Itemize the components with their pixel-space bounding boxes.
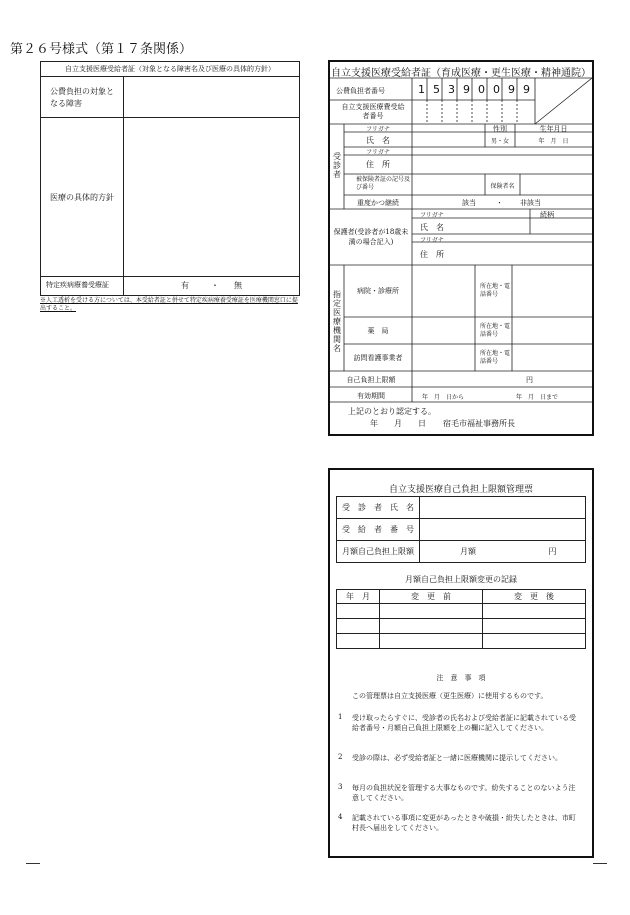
birth-values: 年 月 日 xyxy=(538,138,569,145)
tokutei-no: 無 xyxy=(234,281,242,290)
c3-yen: 円 xyxy=(548,547,557,556)
card1-row3-label: 特定疾病療養受療証 xyxy=(46,281,109,289)
col-before: 変 更 前 xyxy=(380,590,483,604)
furigana-label: フリガナ xyxy=(366,126,390,133)
hospital-contact-label: 所在地・電話番号 xyxy=(480,283,511,298)
period-label: 有効期間 xyxy=(357,392,385,400)
note-number: 1 xyxy=(338,713,343,721)
guardian-address-label: 住 所 xyxy=(420,250,444,259)
record-table xyxy=(336,589,586,649)
note-text: 受け取ったらすぐに、受診者の氏名および受給者証に記載されている受給者番号・月額自己負担上限額を上の欄に記入してください。 xyxy=(352,714,576,732)
guardian-label: 保護者(受診者が18歳未満の場合記入) xyxy=(333,228,409,246)
futan-digit: 9 xyxy=(523,83,530,96)
c3-name-label: 受 診 者 氏 名 xyxy=(337,497,420,519)
card-certificate xyxy=(328,60,594,436)
futan-digit: 1 xyxy=(418,83,425,96)
corner-mark-left xyxy=(26,863,40,864)
futan-digit: 0 xyxy=(493,83,500,96)
sex-header: 性別 xyxy=(493,125,507,133)
c3-name-value xyxy=(420,497,586,519)
houmon-contact-label: 所在地・電話番号 xyxy=(480,350,511,365)
juudo-label: 重度かつ継続 xyxy=(357,199,399,207)
birth-header: 生年月日 xyxy=(539,125,568,133)
card1-row1-label: 公費負担の対象となる障害 xyxy=(50,87,114,108)
jukyusha-label: 自立支援医療費受給者番号 xyxy=(341,103,405,120)
gaito: 該当 xyxy=(462,199,476,207)
certify-date: 年 月 日 xyxy=(370,419,426,428)
guardian-furigana: フリガナ xyxy=(420,212,444,219)
card3-info-table xyxy=(336,496,586,563)
card1-header: 自立支援医療受給者証（対象となる障害名及び医療の具体的方針） xyxy=(41,62,299,77)
futan-digit: 3 xyxy=(448,83,455,96)
zokugara-label: 続柄 xyxy=(540,211,554,219)
limit-label: 自己負担上限額 xyxy=(346,376,396,384)
futan-number xyxy=(414,83,534,96)
gaito-dot: ・ xyxy=(496,199,503,207)
futan-label: 公費負担者番号 xyxy=(336,87,385,95)
card1-note: ※人工透析を受ける方については、本受給者証と併せて特定疾病療養受療証を医療機関窓口に提出すること。 xyxy=(40,297,298,312)
futan-digit: 9 xyxy=(463,83,470,96)
note-number: 2 xyxy=(338,753,343,761)
c3-limit-label: 月額自己負担上限額 xyxy=(337,541,420,563)
note-text: 毎月の負担状況を管理する大事なものです。紛失することのないよう注意してください。 xyxy=(352,784,576,802)
card1-row2-label: 医療の具体的方針 xyxy=(50,193,114,202)
hospital-label: 病院・診療所 xyxy=(357,287,399,295)
notes-title: 注 意 事 項 xyxy=(436,674,486,682)
jushinsha-label: 受診者 xyxy=(333,152,341,179)
col-after: 変 更 後 xyxy=(483,590,586,604)
card2-title: 自立支援医療受給者証（育成医療・更生医療・精神通院） xyxy=(331,68,591,79)
guardian-name-label: 氏 名 xyxy=(420,223,444,232)
period-from: 年 月 日から xyxy=(422,394,465,401)
tokutei-yes: 有 xyxy=(181,281,189,290)
corner-mark-right xyxy=(593,863,607,864)
c3-number-label: 受 給 者 番 号 xyxy=(337,519,420,541)
form-title: 第２６号様式（第１７条関係） xyxy=(10,42,193,57)
futan-digit: 5 xyxy=(433,83,440,96)
c3-getsugaku: 月額 xyxy=(460,547,476,556)
card3-title: 自立支援医療自己負担上限額管理票 xyxy=(388,485,533,495)
higaito: 非該当 xyxy=(520,199,541,207)
c3-limit-value xyxy=(420,541,586,563)
guardian-furigana-2: フリガナ xyxy=(420,237,444,244)
hihoken-label: 被保険者証の記号及び番号 xyxy=(356,176,411,191)
name-label: 氏 名 xyxy=(366,136,390,145)
sex-values: 男・女 xyxy=(490,138,509,145)
card-limit-management xyxy=(328,468,594,858)
card-disability-plan xyxy=(40,61,300,296)
hokensha-label: 保険者名 xyxy=(490,183,515,190)
table-row xyxy=(337,604,586,619)
notes-intro: この管理票は自立支援医療（更生医療）に使用するものです。 xyxy=(352,692,548,700)
period-to: 年 月 日まで xyxy=(516,394,559,401)
houmon-label: 訪問看護事業者 xyxy=(353,354,403,362)
table-row xyxy=(337,619,586,634)
tokutei-dot: ・ xyxy=(211,281,219,290)
col-month: 年 月 xyxy=(337,590,380,604)
c3-number-value xyxy=(420,519,586,541)
pharmacy-label: 薬 局 xyxy=(367,327,389,335)
pharmacy-contact-label: 所在地・電話番号 xyxy=(480,323,511,338)
note-number: 3 xyxy=(338,783,343,791)
address-label: 住 所 xyxy=(366,160,390,169)
issuer-name: 宿毛市福祉事務所長 xyxy=(443,419,515,428)
limit-yen: 円 xyxy=(526,376,533,384)
furigana-label-2: フリガナ xyxy=(366,149,390,156)
certify-text: 上記のとおり認定する。 xyxy=(348,407,436,416)
table-row xyxy=(337,634,586,649)
note-text: 記載されている事項に変更があったときや破損・紛失したときは、市町村長へ届出をしてください。 xyxy=(352,814,576,832)
note-number: 4 xyxy=(338,813,343,821)
shitei-label: 指定医療機関名 xyxy=(333,290,341,353)
futan-digit: 9 xyxy=(508,83,515,96)
record-title: 月額自己負担上限額変更の記録 xyxy=(405,575,517,584)
futan-digit: 0 xyxy=(478,83,485,96)
note-text: 受診の際は、必ず受給者証と一緒に医療機関に提示してください。 xyxy=(352,754,562,762)
